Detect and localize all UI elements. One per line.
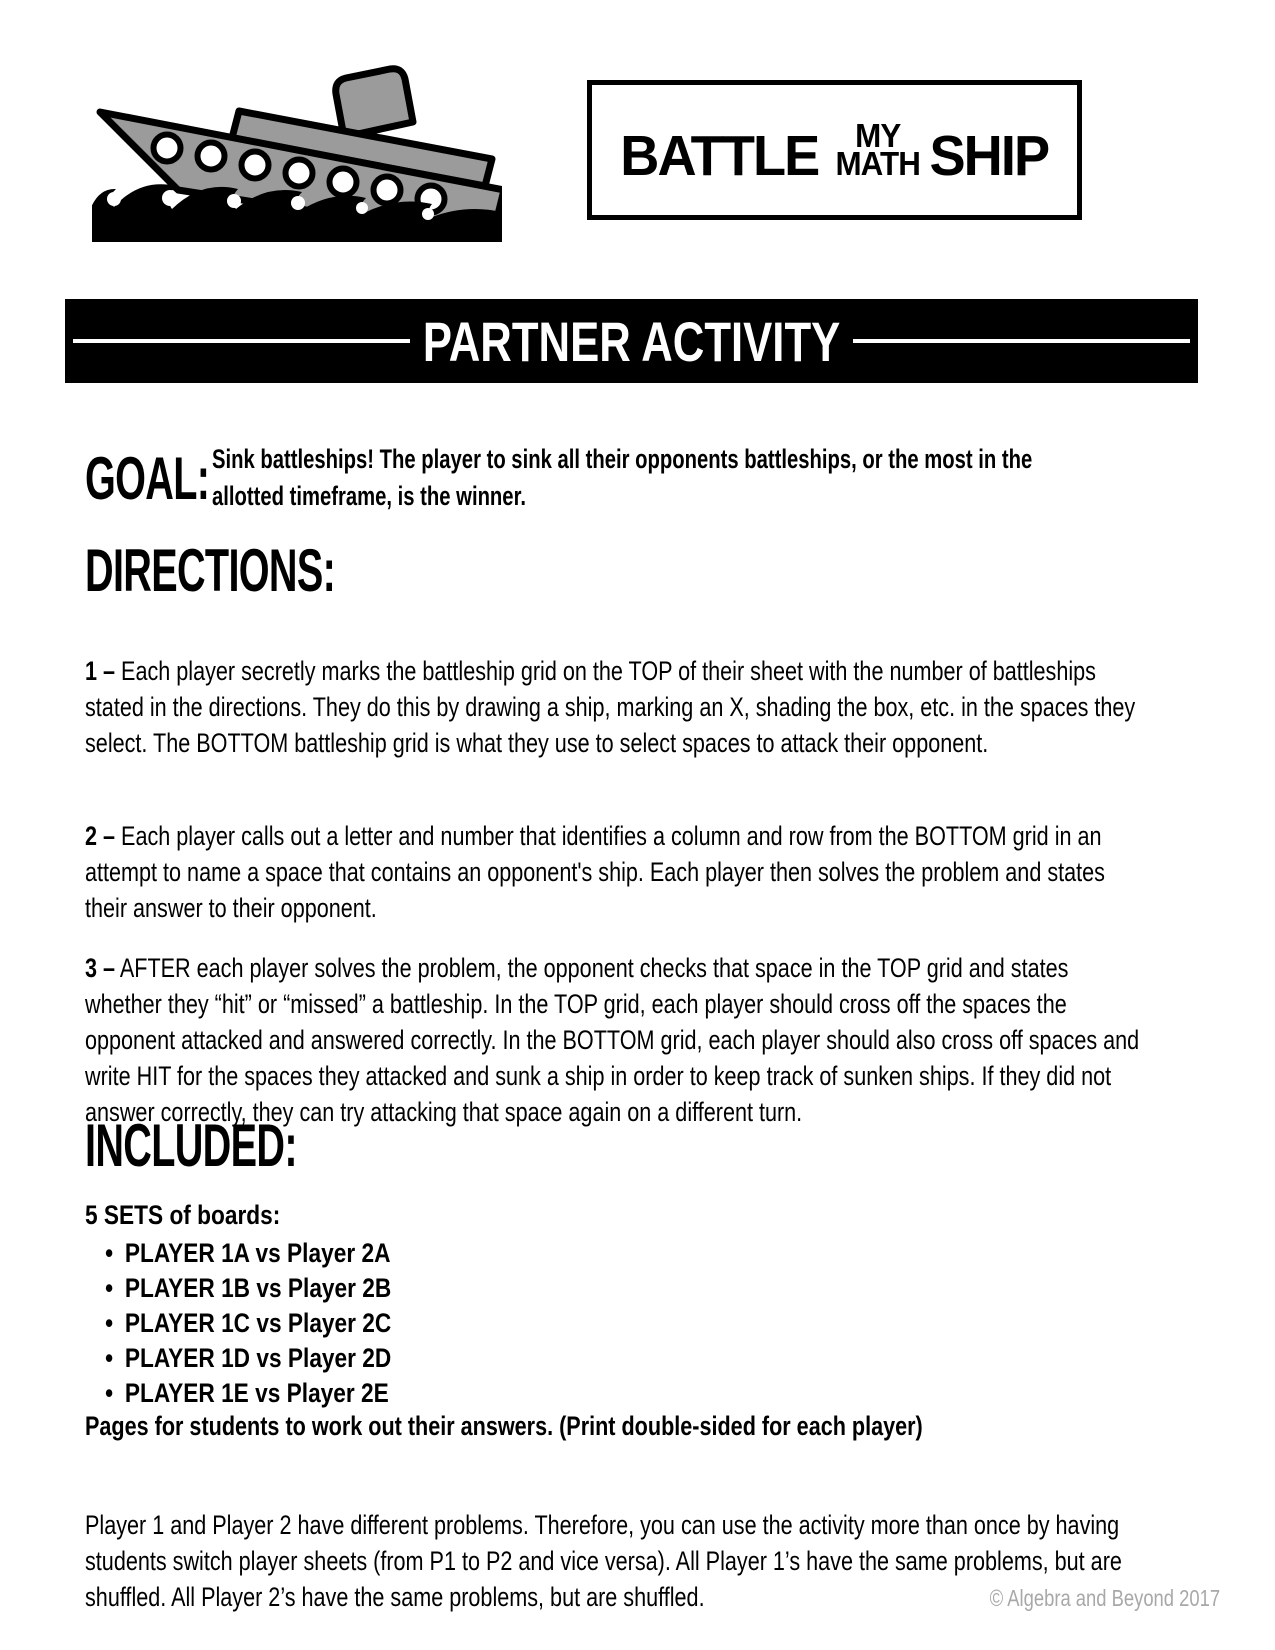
banner-title: PARTNER ACTIVITY (422, 309, 841, 373)
copyright-notice: © Algebra and Beyond 2017 (989, 1585, 1220, 1611)
directions-heading: DIRECTIONS: (85, 537, 336, 604)
bullet-icon: • (105, 1343, 114, 1373)
step-3-text: AFTER each player solves the problem, the opponent checks that space in the TOP grid and states whether they “hit” or “missed” a battleship. In the TOP grid, each player should cross off the spaces the opponent attacked and answered correctly. In the BOTTOM grid, each player should also cross off spaces and write HIT for the spaces they attacked and sunk a ship in order to keep track of sunken ships. If they did not answer correctly, they can try attacking that space again on a different turn. (85, 953, 1140, 1127)
pages-note: Pages for students to work out their answers. (Print double-sided for each player) (85, 1411, 923, 1441)
list-item-label: PLAYER 1A vs Player 2A (124, 1238, 391, 1268)
list-item (85, 1341, 391, 1376)
list-item (85, 1376, 391, 1411)
logo-word-ship: SHIP (929, 123, 1049, 188)
step-3-number: 3 – (85, 953, 116, 983)
step-1-number: 1 – (85, 656, 116, 686)
direction-step-1 (85, 653, 1149, 761)
goal-heading: GOAL: (85, 445, 210, 512)
list-item-label: PLAYER 1C vs Player 2C (124, 1308, 392, 1338)
ship-illustration (92, 42, 502, 242)
list-item-label: PLAYER 1D vs Player 2D (124, 1343, 392, 1373)
logo-stack-top: MY (855, 116, 901, 154)
logo-title (620, 116, 1049, 188)
bullet-icon: • (105, 1378, 114, 1408)
sets-label: 5 SETS of boards: (85, 1200, 281, 1230)
step-2-text: Each player calls out a letter and number that identifies a column and row from the BOTTOM grid in an attempt to name a space that contains an opponent's ship. Each player then solves the problem and states their answer to their opponent. (85, 821, 1105, 923)
step-2-number: 2 – (85, 821, 116, 851)
bullet-icon: • (105, 1238, 114, 1268)
list-item-label: PLAYER 1B vs Player 2B (124, 1273, 392, 1303)
list-item (85, 1271, 391, 1306)
list-item (85, 1306, 391, 1341)
partner-activity-banner (65, 299, 1198, 383)
step-1-text: Each player secretly marks the battleship grid on the TOP of their sheet with the number of battleships stated in the directions. They do this by drawing a ship, marking an X, shading the box, etc. in the spaces they select. The BOTTOM battleship grid is what they use to select spaces to attack their opponent. (85, 656, 1136, 758)
direction-step-3 (85, 950, 1149, 1130)
bullet-icon: • (105, 1308, 114, 1338)
goal-text: Sink battleships! The player to sink all their opponents battleships, or the most in the allotted timeframe, is the winner. (212, 444, 1033, 511)
closing-paragraph: Player 1 and Player 2 have different problems. Therefore, you can use the activity more than once by having students switch player sheets (from P1 to P2 and vice versa). All Player 1’s have the same problems, but are shuffled. All Player 2’s have the same problems, but are shuffled. (85, 1510, 1122, 1612)
direction-step-2 (85, 818, 1149, 926)
included-heading: INCLUDED: (85, 1112, 297, 1179)
logo-stack (835, 116, 921, 182)
logo-stack-bottom: MATH (835, 145, 921, 182)
logo-word-battle: BATTLE (620, 123, 819, 188)
banner-rule-right (853, 339, 1190, 343)
banner-rule-left (73, 339, 410, 343)
board-sets-list (85, 1236, 450, 1411)
list-item (85, 1236, 391, 1271)
bullet-icon: • (105, 1273, 114, 1303)
logo-box (587, 80, 1082, 220)
ship-funnel (336, 69, 413, 137)
list-item-label: PLAYER 1E vs Player 2E (124, 1378, 389, 1408)
